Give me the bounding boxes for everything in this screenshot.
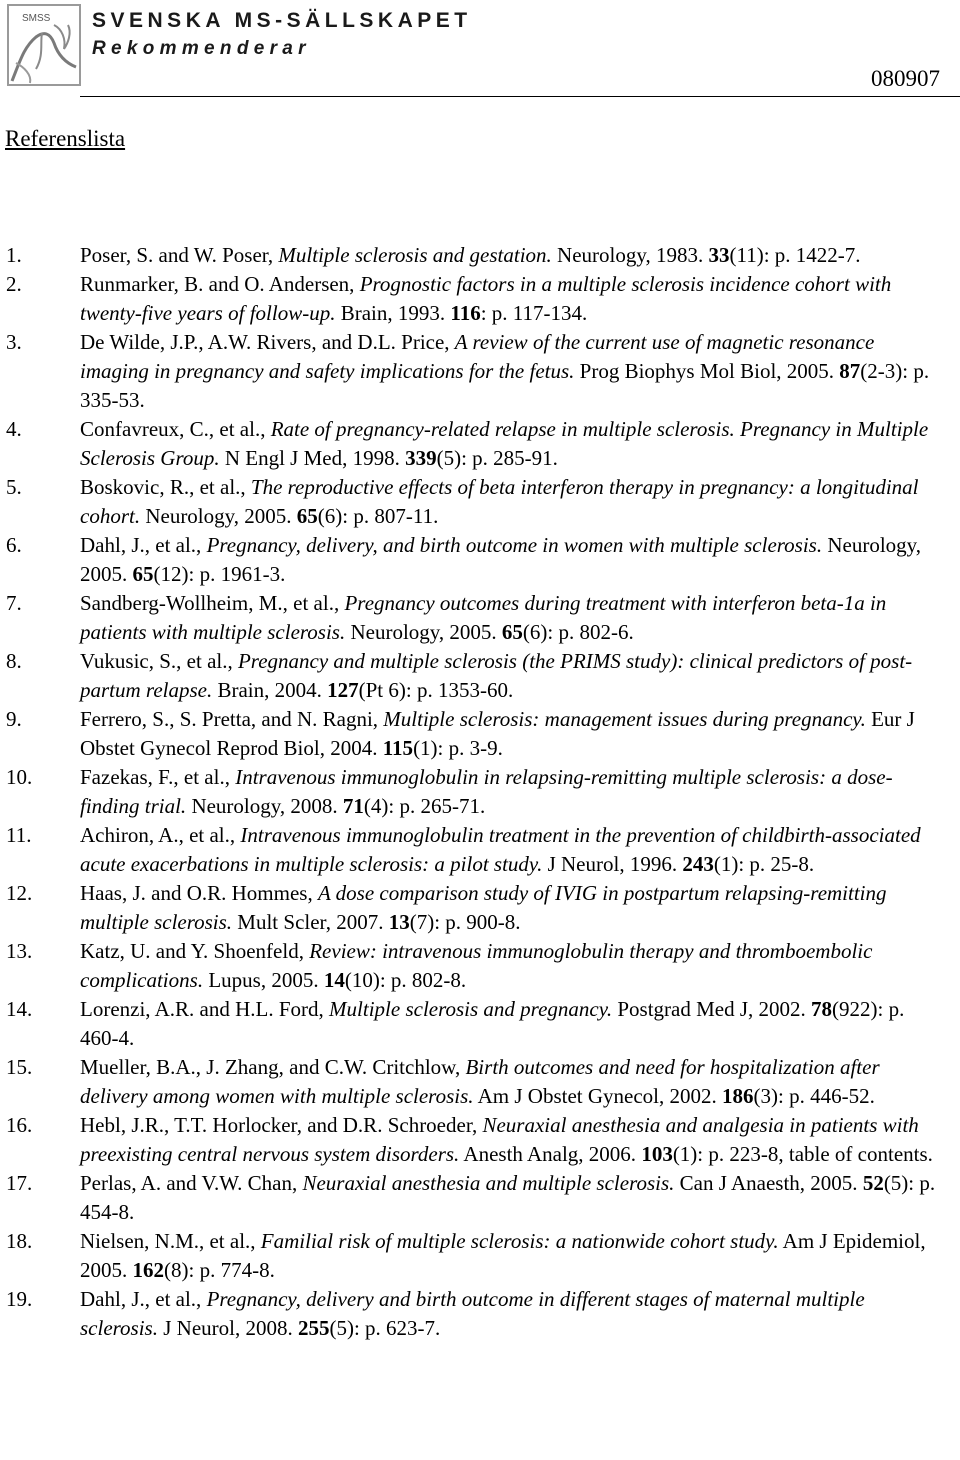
reference-journal: Eur J Obstet Gynecol Reprod Biol, 2004. — [80, 707, 915, 760]
reference-journal: Am J Epidemiol, 2005. — [80, 1229, 926, 1282]
header-divider — [80, 96, 960, 97]
reference-journal: Brain, 2004. — [212, 678, 328, 702]
reference-text — [80, 763, 946, 821]
reference-title: Rate of pregnancy-related relapse in multiple sclerosis. Pregnancy in Multiple Sclerosis Group. — [80, 417, 929, 470]
reference-item — [0, 995, 960, 1053]
reference-number: 8. — [6, 649, 22, 673]
reference-volume: 103 — [641, 1142, 673, 1166]
reference-authors: Vukusic, S., et al., — [80, 649, 238, 673]
reference-text — [80, 1285, 946, 1343]
reference-volume: 65 — [501, 620, 523, 644]
reference-title: Neuraxial anesthesia and analgesia in patients with preexisting central nervous system disorders. — [80, 1113, 919, 1166]
reference-item — [0, 879, 960, 937]
organization-tagline: Rekommenderar — [92, 38, 311, 59]
reference-volume: 71 — [342, 794, 364, 818]
reference-title: Neuraxial anesthesia and multiple sclerosis. — [302, 1171, 675, 1195]
reference-authors: Fazekas, F., et al., — [80, 765, 236, 789]
reference-volume: 116 — [450, 301, 481, 325]
reference-title: A review of the current use of magnetic resonance imaging in pregnancy and safety implications for the fetus. — [80, 330, 875, 383]
reference-journal: Lupus, 2005. — [203, 968, 324, 992]
reference-pages: (Pt 6): p. 1353-60. — [358, 678, 514, 702]
reference-pages: (2-3): p. 335-53. — [80, 359, 930, 412]
page-title: Referenslista — [5, 126, 126, 151]
reference-text — [80, 531, 946, 589]
reference-title: Familial risk of multiple sclerosis: a nationwide cohort study. — [260, 1229, 779, 1253]
reference-authors: Achiron, A., et al., — [80, 823, 241, 847]
reference-item — [0, 647, 960, 705]
reference-authors: Nielsen, N.M., et al., — [80, 1229, 261, 1253]
reference-item — [0, 821, 960, 879]
reference-text — [80, 879, 946, 937]
reference-journal: N Engl J Med, 1998. — [219, 446, 406, 470]
reference-item — [0, 270, 960, 328]
reference-pages: (5): p. 623-7. — [329, 1316, 441, 1340]
reference-volume: 127 — [327, 678, 359, 702]
reference-volume: 33 — [708, 243, 730, 267]
reference-pages: (6): p. 807-11. — [317, 504, 439, 528]
reference-pages: (1): p. 223-8, table of contents. — [672, 1142, 933, 1166]
reference-number: 11. — [6, 823, 32, 847]
reference-number: 12. — [6, 881, 33, 905]
reference-number: 2. — [6, 272, 22, 296]
reference-volume: 87 — [839, 359, 861, 383]
reference-authors: Dahl, J., et al., — [80, 1287, 207, 1311]
reference-journal: Can J Anaesth, 2005. — [674, 1171, 863, 1195]
reference-authors: Sandberg-Wollheim, M., et al., — [80, 591, 345, 615]
reference-item — [0, 415, 960, 473]
reference-text — [80, 415, 946, 473]
reference-item — [0, 1053, 960, 1111]
reference-authors: Runmarker, B. and O. Andersen, — [80, 272, 360, 296]
reference-volume: 52 — [862, 1171, 884, 1195]
reference-title: A dose comparison study of IVIG in postpartum relapsing-remitting multiple sclerosis. — [80, 881, 887, 934]
reference-title: Review: intravenous immunoglobulin therapy and thromboembolic complications. — [80, 939, 873, 992]
reference-pages: (11): p. 1422-7. — [729, 243, 861, 267]
reference-pages: (4): p. 265-71. — [363, 794, 486, 818]
reference-number: 15. — [6, 1055, 33, 1079]
reference-pages: (922): p. 460-4. — [80, 997, 905, 1050]
reference-journal: Neurology, 2005. — [140, 504, 297, 528]
reference-item — [0, 473, 960, 531]
reference-text — [80, 270, 946, 328]
reference-authors: Katz, U. and Y. Shoenfeld, — [80, 939, 310, 963]
reference-volume: 14 — [323, 968, 345, 992]
reference-volume: 243 — [682, 852, 714, 876]
reference-title: Intravenous immunoglobulin in relapsing-remitting multiple sclerosis: a dose-finding trial. — [80, 765, 893, 818]
reference-list — [0, 241, 960, 1343]
reference-item — [0, 1227, 960, 1285]
page-header — [0, 0, 960, 100]
reference-pages: (7): p. 900-8. — [409, 910, 521, 934]
reference-title: Multiple sclerosis: management issues during pregnancy. — [383, 707, 866, 731]
reference-journal: Postgrad Med J, 2002. — [612, 997, 812, 1021]
reference-pages: (6): p. 802-6. — [522, 620, 634, 644]
reference-pages: (1): p. 25-8. — [713, 852, 815, 876]
reference-text — [80, 937, 946, 995]
reference-text — [80, 241, 946, 270]
reference-number: 13. — [6, 939, 33, 963]
reference-authors: Poser, S. and W. Poser, — [80, 243, 279, 267]
reference-volume: 162 — [132, 1258, 164, 1282]
reference-authors: Confavreux, C., et al., — [80, 417, 271, 441]
reference-journal: Prog Biophys Mol Biol, 2005. — [574, 359, 840, 383]
reference-title: Multiple sclerosis and pregnancy. — [329, 997, 613, 1021]
reference-item — [0, 241, 960, 270]
reference-number: 3. — [6, 330, 22, 354]
reference-title: The reproductive effects of beta interferon therapy in pregnancy: a longitudinal cohort. — [80, 475, 919, 528]
reference-number: 17. — [6, 1171, 33, 1195]
reference-text — [80, 821, 946, 879]
reference-item — [0, 1169, 960, 1227]
reference-text — [80, 1053, 946, 1111]
organization-name: SVENSKA MS-SÄLLSKAPET — [92, 9, 472, 32]
reference-volume: 186 — [722, 1084, 754, 1108]
logo-text: SMSS — [22, 13, 51, 24]
reference-pages: (12): p. 1961-3. — [153, 562, 286, 586]
reference-journal: Neurology, 2005. — [345, 620, 502, 644]
reference-title: Intravenous immunoglobulin treatment in the prevention of childbirth-associated acute exacerbations in multiple sclerosis: a pilot study. — [80, 823, 921, 876]
reference-title: Birth outcomes and need for hospitalization after delivery among women with multiple sclerosis. — [80, 1055, 880, 1108]
reference-number: 5. — [6, 475, 22, 499]
reference-journal: Am J Obstet Gynecol, 2002. — [473, 1084, 722, 1108]
reference-text — [80, 473, 946, 531]
reference-journal: Neurology, 2008. — [186, 794, 343, 818]
reference-number: 9. — [6, 707, 22, 731]
reference-title: Pregnancy outcomes during treatment with interferon beta-1a in patients with multiple sclerosis. — [80, 591, 887, 644]
reference-journal: Mult Scler, 2007. — [232, 910, 389, 934]
reference-authors: Hebl, J.R., T.T. Horlocker, and D.R. Schroeder, — [80, 1113, 483, 1137]
reference-authors: Perlas, A. and V.W. Chan, — [80, 1171, 303, 1195]
reference-text — [80, 328, 946, 415]
reference-authors: Mueller, B.A., J. Zhang, and C.W. Critchlow, — [80, 1055, 466, 1079]
reference-number: 19. — [6, 1287, 33, 1311]
reference-pages: (1): p. 3-9. — [413, 736, 503, 760]
reference-text — [80, 1169, 946, 1227]
reference-authors: Lorenzi, A.R. and H.L. Ford, — [80, 997, 330, 1021]
reference-number: 1. — [6, 243, 22, 267]
reference-title: Prognostic factors in a multiple sclerosis incidence cohort with twenty-five years of follow-up. — [80, 272, 892, 325]
reference-volume: 339 — [405, 446, 437, 470]
reference-authors: Dahl, J., et al., — [80, 533, 207, 557]
reference-item — [0, 763, 960, 821]
reference-number: 7. — [6, 591, 22, 615]
reference-volume: 78 — [811, 997, 833, 1021]
reference-title: Pregnancy and multiple sclerosis (the PRIMS study): clinical predictors of post-partum relapse. — [80, 649, 913, 702]
reference-journal: Anesth Analg, 2006. — [459, 1142, 642, 1166]
reference-number: 10. — [6, 765, 33, 789]
reference-journal: Neurology, 2005. — [80, 533, 922, 586]
reference-pages: (5): p. 285-91. — [436, 446, 558, 470]
reference-volume: 255 — [297, 1316, 330, 1340]
reference-journal: Brain, 1993. — [335, 301, 451, 325]
reference-volume: 65 — [296, 504, 318, 528]
reference-text — [80, 647, 946, 705]
reference-journal: J Neurol, 1996. — [542, 852, 683, 876]
reference-volume: 115 — [382, 736, 414, 760]
reference-pages: : p. 117-134. — [480, 301, 588, 325]
reference-item — [0, 328, 960, 415]
document-date: 080907 — [871, 66, 940, 91]
reference-authors: Ferrero, S., S. Pretta, and N. Ragni, — [80, 707, 384, 731]
reference-item — [0, 937, 960, 995]
reference-item — [0, 705, 960, 763]
reference-text — [80, 705, 946, 763]
reference-title: Multiple sclerosis and gestation. — [278, 243, 552, 267]
reference-authors: De Wilde, J.P., A.W. Rivers, and D.L. Price, — [80, 330, 455, 354]
reference-number: 6. — [6, 533, 22, 557]
reference-number: 14. — [6, 997, 33, 1021]
reference-text — [80, 995, 946, 1053]
reference-journal: Neurology, 1983. — [551, 243, 709, 267]
reference-volume: 65 — [132, 562, 154, 586]
reference-number: 18. — [6, 1229, 33, 1253]
reference-item — [0, 589, 960, 647]
reference-pages: (8): p. 774-8. — [164, 1258, 275, 1282]
smss-logo-icon — [6, 3, 82, 87]
reference-title: Pregnancy, delivery, and birth outcome in women with multiple sclerosis. — [206, 533, 823, 557]
reference-authors: Haas, J. and O.R. Hommes, — [80, 881, 318, 905]
reference-pages: (5): p. 454-8. — [80, 1171, 936, 1224]
reference-item — [0, 1111, 960, 1169]
reference-title: Pregnancy, delivery and birth outcome in different stages of maternal multiple sclerosis. — [80, 1287, 865, 1340]
reference-text — [80, 1227, 946, 1285]
reference-text — [80, 589, 946, 647]
reference-text — [80, 1111, 946, 1169]
reference-volume: 13 — [388, 910, 410, 934]
reference-authors: Boskovic, R., et al., — [80, 475, 251, 499]
reference-pages: (3): p. 446-52. — [753, 1084, 875, 1108]
reference-item — [0, 531, 960, 589]
reference-pages: (10): p. 802-8. — [344, 968, 467, 992]
reference-number: 4. — [6, 417, 22, 441]
reference-number: 16. — [6, 1113, 33, 1137]
reference-item — [0, 1285, 960, 1343]
reference-journal: J Neurol, 2008. — [157, 1316, 298, 1340]
